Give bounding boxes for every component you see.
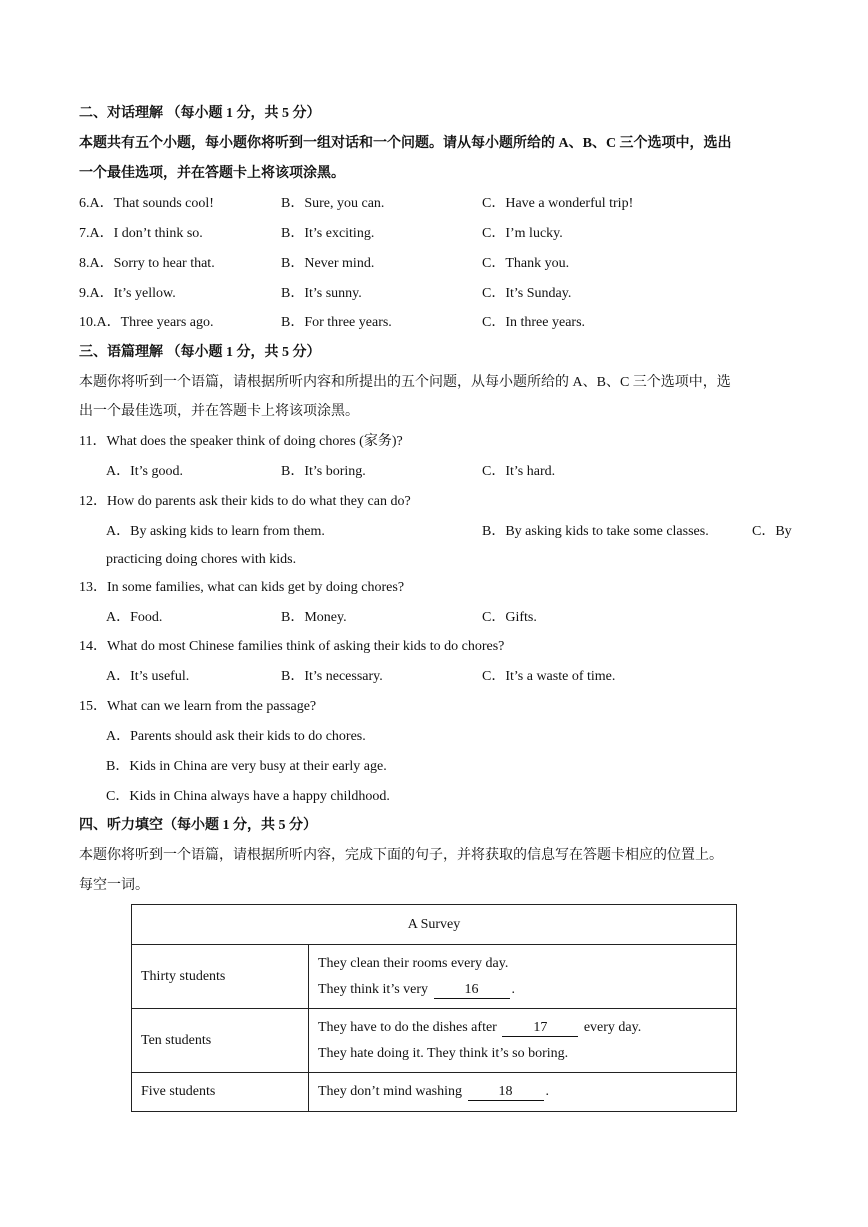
text: .: [511, 981, 516, 997]
q11-option-c: C．It’s hard.: [482, 464, 556, 479]
option-b: B．For three years.: [281, 315, 392, 330]
part3-instructions-line1: 本题你将听到一个语篇，请根据所听内容和所提出的五个问题，从每小题所给的 A、B、C 三个选项中，选: [79, 375, 731, 390]
part2-instructions-line1: 本题共有五个小题，每小题你将听到一组对话和一个问题。请从每小题所给的 A、B、C 三个选项中，选出: [79, 136, 732, 151]
part4-heading: 四、听力填空（每小题 1 分，共 5 分）: [79, 818, 317, 833]
q15-option-b: B．Kids in China are very busy at their early age.: [106, 759, 387, 774]
option-a: 7.A．I don’t think so.: [79, 226, 203, 241]
answer-blank-18[interactable]: 18: [468, 1084, 544, 1101]
option-b: B．Never mind.: [281, 256, 375, 271]
q12-option-c-cont: practicing doing chores with kids.: [106, 552, 297, 567]
text: They have to do the dishes after: [318, 1019, 497, 1035]
row-label: Five students: [132, 1073, 309, 1112]
question-14: 14．What do most Chinese families think of asking their kids to do chores?: [79, 639, 505, 654]
answer-blank-16[interactable]: 16: [434, 982, 510, 999]
q15-option-a: A．Parents should ask their kids to do chores.: [106, 729, 366, 744]
part4-instructions-line1: 本题你将听到一个语篇，请根据所听内容，完成下面的句子，并将获取的信息写在答题卡相应的位置上。: [79, 848, 723, 863]
survey-title: A Survey: [132, 905, 737, 945]
row-label: Ten students: [132, 1009, 309, 1073]
option-a: 8.A．Sorry to hear that.: [79, 256, 215, 271]
q11-option-b: B．It’s boring.: [281, 464, 366, 479]
q12-option-c: C．By: [752, 524, 792, 539]
q12-option-b: B．By asking kids to take some classes.: [482, 524, 709, 539]
option-a: 9.A．It’s yellow.: [79, 286, 176, 301]
row-content: [309, 1009, 737, 1073]
row-line: [318, 1079, 727, 1105]
question-15: 15．What can we learn from the passage?: [79, 699, 317, 714]
part2-instructions-line2: 一个最佳选项，并在答题卡上将该项涂黑。: [79, 166, 345, 181]
text: .: [545, 1084, 550, 1099]
text: They think it’s very: [318, 981, 429, 997]
answer-blank-17[interactable]: 17: [502, 1020, 578, 1037]
part2-heading: 二、对话理解 （每小题 1 分，共 5 分）: [79, 106, 321, 121]
text: They don’t mind washing: [318, 1084, 463, 1099]
option-a: 6.A．That sounds cool!: [79, 196, 214, 211]
q13-option-b: B．Money.: [281, 610, 347, 625]
q11-option-a: A．It’s good.: [106, 464, 183, 479]
q13-option-a: A．Food.: [106, 610, 163, 625]
option-c: C．Thank you.: [482, 256, 570, 271]
table-row: [132, 1073, 737, 1112]
row-line: They clean their rooms every day.: [318, 955, 509, 971]
q14-option-b: B．It’s necessary.: [281, 669, 383, 684]
option-c: C．It’s Sunday.: [482, 286, 572, 301]
part3-instructions-line2: 出一个最佳选项，并在答题卡上将该项涂黑。: [79, 404, 359, 419]
q13-option-c: C．Gifts.: [482, 610, 537, 625]
option-b: B．It’s sunny.: [281, 286, 362, 301]
row-line: They hate doing it. They think it’s so boring.: [318, 1045, 569, 1061]
text: every day.: [583, 1019, 642, 1035]
table-row: [132, 1009, 737, 1073]
row-content: [309, 945, 737, 1009]
q14-option-c: C．It’s a waste of time.: [482, 669, 616, 684]
option-c: C．I’m lucky.: [482, 226, 563, 241]
q15-option-c: C．Kids in China always have a happy childhood.: [106, 789, 390, 804]
question-13: 13．In some families, what can kids get by doing chores?: [79, 580, 405, 595]
option-c: C．In three years.: [482, 315, 586, 330]
survey-table: [131, 904, 737, 1112]
q12-option-a: A．By asking kids to learn from them.: [106, 524, 325, 539]
part3-heading: 三、语篇理解 （每小题 1 分，共 5 分）: [79, 345, 321, 360]
option-a: 10.A．Three years ago.: [79, 315, 214, 330]
row-line: [318, 1015, 727, 1041]
row-label: Thirty students: [132, 945, 309, 1009]
q14-option-a: A．It’s useful.: [106, 669, 190, 684]
table-row: [132, 945, 737, 1009]
question-11: 11．What does the speaker think of doing chores (家务)?: [79, 434, 403, 449]
survey-title-row: [132, 905, 737, 945]
row-line: [318, 977, 727, 1003]
option-b: B．It’s exciting.: [281, 226, 375, 241]
part4-instructions-line2: 每空一词。: [79, 878, 149, 893]
row-content: [309, 1073, 737, 1112]
option-c: C．Have a wonderful trip!: [482, 196, 634, 211]
option-b: B．Sure, you can.: [281, 196, 385, 211]
question-12: 12．How do parents ask their kids to do what they can do?: [79, 494, 411, 509]
